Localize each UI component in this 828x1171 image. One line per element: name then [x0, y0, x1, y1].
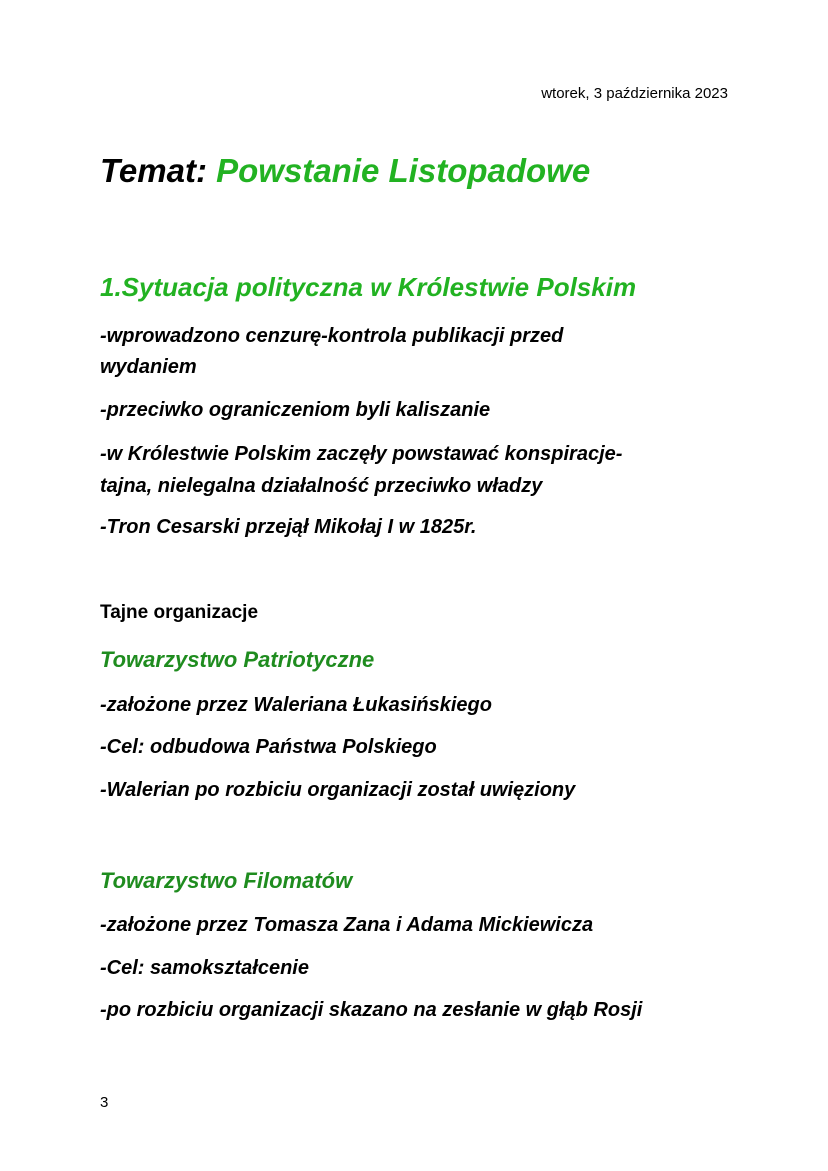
text-line: -w Królestwie Polskim zaczęły powstawać konspiracje-	[100, 443, 623, 465]
secret-orgs-label: Tajne organizacje	[100, 602, 259, 623]
text-line: -Tron Cesarski przejął Mikołaj I w 1825r.	[100, 516, 477, 538]
text-line: -Walerian po rozbiciu organizacji został uwięziony	[100, 779, 576, 801]
page-number: 3	[100, 1094, 109, 1111]
title-label: Temat:	[100, 152, 207, 189]
text-line: -Cel: odbudowa Państwa Polskiego	[100, 736, 437, 758]
text-line: -po rozbiciu organizacji skazano na zesłanie w głąb Rosji	[100, 999, 643, 1021]
date: wtorek, 3 października 2023	[541, 85, 728, 102]
title-topic: Powstanie Listopadowe	[216, 152, 591, 189]
text-line: -założone przez Tomasza Zana i Adama Mickiewicza	[100, 914, 594, 936]
text-line: -przeciwko ograniczeniom byli kaliszanie	[100, 399, 491, 421]
org-heading: Towarzystwo Filomatów	[100, 868, 353, 893]
text-line: -Cel: samokształcenie	[100, 957, 309, 979]
section-heading: 1.Sytuacja polityczna w Królestwie Polskim	[100, 272, 637, 302]
text-line: -założone przez Waleriana Łukasińskiego	[100, 694, 492, 716]
org-heading: Towarzystwo Patriotyczne	[100, 647, 375, 672]
page-title	[100, 152, 590, 190]
text-line: -wprowadzono cenzurę-kontrola publikacji przed	[100, 325, 564, 347]
text-line: tajna, nielegalna działalność przeciwko władzy	[100, 475, 543, 497]
text-line: wydaniem	[100, 356, 197, 378]
